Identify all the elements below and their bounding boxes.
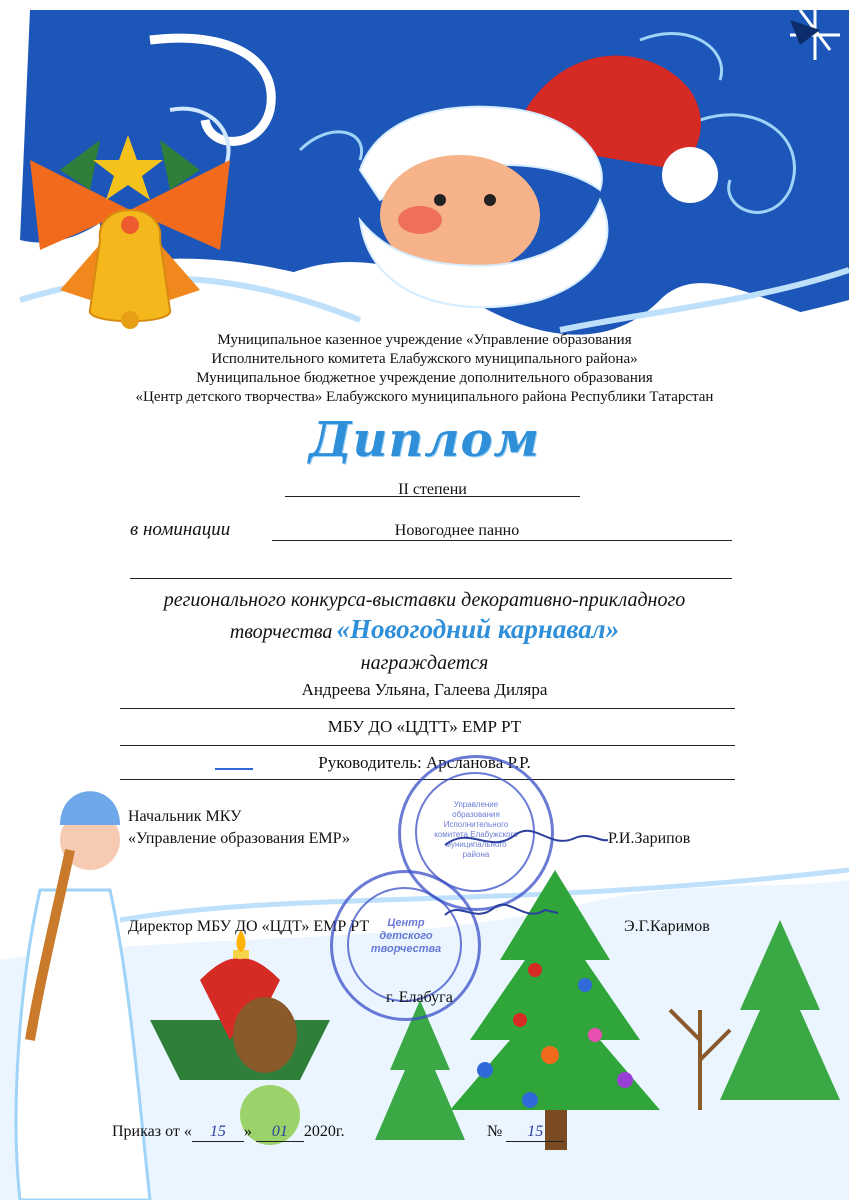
- signature: [440, 820, 610, 860]
- awardees-underline: [120, 708, 735, 709]
- institution: МБУ ДО «ЦДТТ» ЕМР РТ: [327, 717, 522, 736]
- blank-line: [130, 578, 732, 579]
- contest-line: регионального конкурса-выставки декоративно-прикладного: [163, 589, 686, 611]
- signatory1-title-line1: Начальник МКУ: [128, 808, 242, 825]
- organization-line: Муниципальное бюджетное учреждение дополнительного образования: [196, 370, 653, 386]
- nomination-underline: [272, 540, 732, 541]
- diploma-title: Диплом: [308, 412, 541, 468]
- order-no-label: №: [487, 1123, 503, 1140]
- degree-text: II степени: [398, 481, 467, 498]
- order-month: 01: [256, 1123, 304, 1142]
- signatory1-title-line2: «Управление образования ЕМР»: [128, 830, 350, 847]
- nomination-label: в номинации: [130, 519, 231, 540]
- organization-header: [0, 331, 849, 407]
- stamp-text: Управление образования Исполнительного комитета Елабужского муниципального района: [434, 800, 518, 859]
- order-year: 2020г.: [303, 1123, 345, 1140]
- order-label: Приказ от «: [112, 1123, 192, 1140]
- stamp-text: Центр детского творчества: [370, 917, 442, 955]
- signatory2-name: Э.Г.Каримов: [624, 918, 710, 935]
- institution-underline: [120, 745, 735, 746]
- order-line: [112, 1123, 345, 1142]
- awarded-label: награждается: [360, 652, 489, 674]
- contest-name-line: [0, 614, 849, 645]
- order-number-line: [487, 1123, 564, 1142]
- order-quote-close: »: [243, 1123, 252, 1140]
- signatory2-title: Директор МБУ ДО «ЦДТ» ЕМР РТ: [128, 918, 370, 935]
- supervisor: Руководитель: Арсланова Р.Р.: [318, 753, 531, 772]
- signature: [440, 895, 560, 930]
- contest-prefix: творчества: [229, 621, 333, 643]
- nomination-value: Новогоднее панно: [394, 522, 520, 539]
- order-day: 15: [192, 1123, 244, 1142]
- organization-line: Муниципальное казенное учреждение «Управление образования: [217, 332, 632, 348]
- organization-line: Исполнительного комитета Елабужского муниципального района»: [211, 351, 638, 367]
- city: г. Елабуга: [386, 989, 453, 1006]
- awardees: Андреева Ульяна, Галеева Диляра: [301, 680, 548, 699]
- signatory1-name: Р.И.Зарипов: [608, 830, 691, 847]
- organization-line: «Центр детского творчества» Елабужского муниципального района Республики Татарстан: [135, 389, 714, 405]
- order-no: 15: [506, 1123, 564, 1142]
- contest-name: «Новогодний карнавал»: [336, 614, 620, 644]
